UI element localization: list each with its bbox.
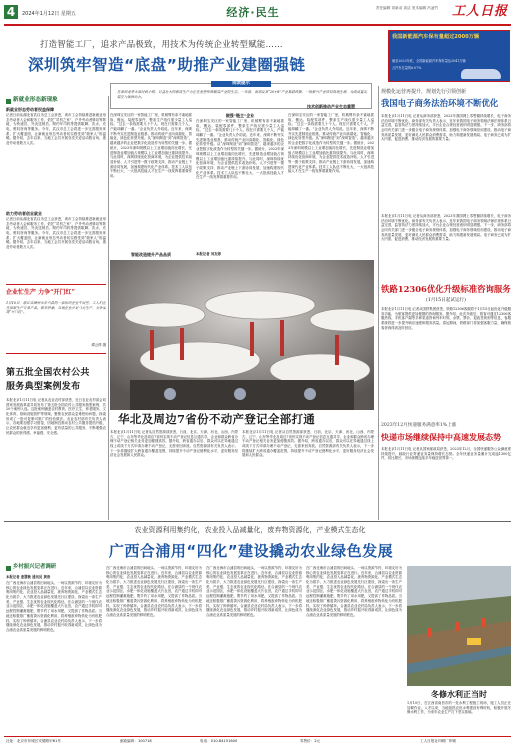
ev-ad-car-shape (461, 69, 501, 79)
lead-body-col-3: 在深圳宝安区的一家智能工厂里，机械臂有条不紊地抓取、搬运、装配零部件，整条生产线仅需少量工人巡检。“过去一条线需要几十个人，现在只需要几个人，产能却翻了一番。”企业负责人介绍说。近年来，深圳不断夯实先进制造业根基，推动传统产业向高端化、智能化、绿色化转型升级。从“深圳制造”到“深圳智造”，越来越多的企业把数字化改造作为转型的关键一步。据统计，2023年深圳规模以上工业增加值同比增长，先进制造业增加值占规模以上工业增加值比重持续提升。与此同时，深圳持续优化营商环境，为企业提供技术改造补贴、人才引进等一揽子政策支持，推动产业链上下游协同发展，加速构建现代化产业体系。技术工人队伍不断壮大，一大批高技能人才在生产一线发挥着重要作用。 (288, 113, 374, 174)
lead-subhead-1: 做强“链主”企业 (225, 113, 255, 118)
winter-headline: 冬修水利正当时 (431, 689, 487, 699)
lead-headline: 深圳筑牢智造“底盘”助推产业建圈强链 (28, 56, 306, 74)
guangxi-body-4: 在广西北海市合浦县的田间地头，一场以资源节约、环境友好为核心的农业绿色发展变革正在进行。近年来，合浦县以农业资源利用集约化、农业投入品减量化、废弃物资源化、产业模式生态化为抓手，大力推进农业绿色发展先行区建设，探索出一条生产美、产业强、生态优的农业现代化路径。在合浦县的一个现代农业示范园区，水肥一体化设施覆盖大片农田，农户通过手机即可远程控制灌溉施肥，既节约了用水用肥，又提高了作物品质。当地还积极推广畜禽粪污资源化利用，将养殖废弃物转化为有机肥料，实现了种养循环。合浦县农业农村局负责人表示，下一步将继续深化农业绿色发展，推动乡村振兴取得新成效，让绿色成为合浦农业高质量发展的鲜明底色。 (306, 566, 402, 617)
railway-subhead: (1月15日起试运行) (426, 298, 466, 303)
editor-credits: 责任编辑 刘新羽 高洁 美术编辑 冯凌竹 (376, 6, 439, 10)
factory-photo-art (110, 260, 374, 410)
rural-body: 本报北京1月11日电 记者从农业农村部获悉，近日农业农村部会同国家发展改革委共同发布了第五批全国农村公共服务典型案例，共20个案例入选。这批案例涵盖农村教育、医疗卫生、养老服务、文化体育、基础设施管护等领域，聚焦农民群众急难愁盼问题，探索形成了一批可复制可推广的经验做法。农业农村部有关负责人表示，各地要加强学习借鉴，因地制宜推动农村公共服务提档升级，让农民群众就近享有更加便利、更有质量的公共服务，不断增强农民群众的获得感、幸福感、安全感。 (6, 398, 106, 435)
rural-headline-2: 服务典型案例发布 (6, 382, 81, 392)
guangxi-byline: 本报记者 庞慧敏 通讯员 黄浩 (6, 575, 51, 579)
section-marker (6, 99, 11, 104)
rural-section-label: 乡村振兴记者调研 (13, 564, 57, 570)
footer-phone: 电话：010-84151600 (200, 739, 238, 743)
ev-ad-box (388, 30, 510, 82)
lead-body-col-2: 在深圳宝安区的一家智能工厂里，机械臂有条不紊地抓取、搬运、装配零部件，整条生产线仅需少量工人巡检。“过去一条线需要几十个人，现在只需要几个人，产能却翻了一番。”企业负责人介绍说。近年来，深圳不断夯实先进制造业根基，推动传统产业向高端化、智能化、绿色化转型升级。从“深圳制造”到“深圳智造”，越来越多的企业把数字化改造作为转型的关键一步。据统计，2023年深圳规模以上工业增加值同比增长，先进制造业增加值占规模以上工业增加值比重持续提升。与此同时，深圳持续优化营商环境，为企业提供技术改造补贴、人才引进等一揽子政策支持，推动产业链上下游协同发展，加速构建现代化产业体系。技术工人队伍不断壮大，一大批高技能人才在生产一线发挥着重要作用。 (196, 119, 284, 180)
ev-ad-title: 我国新能源汽车保有量超过2000万辆 (392, 34, 480, 40)
footer-postal: 邮政编码：100718 (120, 739, 152, 743)
lead-note-title: 阅读提示 (211, 81, 271, 87)
issue-date: 2024年1月12日 星期五 (22, 11, 76, 17)
quote-credit: 谭云俸 摄 (91, 343, 106, 347)
lead-note-body: 在深圳龙华大浪时尚小镇，日益壮大的新质生产力正在重塑传统服装产业的生态。一年前，深圳发布“20+8”产业集群政策，一批新兴产业项目落地生根，为高质量发展注入强劲动力。 (117, 90, 367, 99)
railway-headline: 铁路12306优化升级标准咨询服务 (381, 284, 511, 294)
winter-body: 1月10日，在江西省南昌市的一处水利工程施工现场，施工人员正在加紧作业。入冬以来，当地抢抓农田水利建设有利时机，积极开展冬修水利工作，为来年农业生产打下坚实基础。 (407, 701, 511, 715)
guangxi-body-2: 在广西北海市合浦县的田间地头，一场以资源节约、环境友好为核心的农业绿色发展变革正在进行。近年来，合浦县以农业资源利用集约化、农业投入品减量化、废弃物资源化、产业模式生态化为抓手，大力推进农业绿色发展先行区建设，探索出一条生产美、产业强、生态优的农业现代化路径。在合浦县的一个现代农业示范园区，水肥一体化设施覆盖大片农田，农户通过手机即可远程控制灌溉施肥，既节约了用水用肥，又提高了作物品质。当地还积极推广畜禽粪污资源化利用，将养殖废弃物转化为有机肥料，实现了种养循环。合浦县农业农村局负责人表示，下一步将继续深化农业绿色发展，推动乡村振兴取得新成效，让绿色成为合浦农业高质量发展的鲜明底色。 (106, 566, 202, 617)
bottom-rule (4, 521, 511, 522)
ev-ad-line-1: 截至2023年底，全国新能源汽车保有量达2041万辆 (392, 59, 466, 63)
page-number: 4 (6, 5, 16, 19)
left-col-title: 新就业形态劳动者权益保障 (6, 107, 54, 112)
footer-printer: 工人日报社印刷厂印刷 (420, 739, 456, 743)
lead-byline: 本报记者 刘友婷 (196, 252, 221, 256)
footer-price: 零售价：2元 (300, 739, 321, 743)
knitting-factory-photo (110, 260, 374, 410)
lead-kicker: 打造智能工厂，追求产品极致，用技术为传统企业转型赋能…… (40, 39, 283, 49)
footer-address: 社址：北京市东城区安德路甲61号 (6, 739, 61, 743)
express-kicker: 2023年12月快递服务满意率1%上涨 (381, 423, 457, 428)
lead-subhead-3: 技术创新推动产业生态重塑 (307, 104, 355, 109)
rural-headline-1: 第五批全国农村公共 (6, 368, 90, 378)
column-divider-2 (378, 86, 379, 520)
express-headline: 快递市场继续保持中高速发展态势 (381, 432, 501, 442)
header-rule (4, 24, 511, 26)
page-header (0, 0, 515, 24)
irrigation-photo (407, 566, 511, 686)
railway-body: 本报北京1月11日电 记者从国铁集团获悉，铁路12306客服将于1月15日起优化升级服务功能，为旅客提供更加便捷的咨询服务。据介绍，此次升级后，旅客可通过12306客服热线、手机客户端等多种渠道咨询列车时刻、余票、票价、退改签规则等信息，客服系统将进一步提升响应速度和服务质量。春运期间，铁路部门将加强客服力量，确保旅客咨询得到及时回应。 (381, 307, 511, 330)
guangxi-kicker: 农业资源利用集约化，农业投入品减量化，废弃物资源化，产业模式生态化 (134, 526, 366, 534)
footer-rule (4, 736, 511, 737)
left-col-subhead: 助力劳动者创业就业 (6, 211, 42, 216)
guangxi-body-3: 在广西北海市合浦县的田间地头，一场以资源节约、环境友好为核心的农业绿色发展变革正在进行。近年来，合浦县以农业资源利用集约化、农业投入品减量化、废弃物资源化、产业模式生态化为抓手，大力推进农业绿色发展先行区建设，探索出一条生产美、产业强、生态优的农业现代化路径。在合浦县的一个现代农业示范园区，水肥一体化设施覆盖大片农田，农户通过手机即可远程控制灌溉施肥，既节约了用水用肥，又提高了作物品质。当地还积极推广畜禽粪污资源化利用，将养殖废弃物转化为有机肥料，实现了种养循环。合浦县农业农村局负责人表示，下一步将继续深化农业绿色发展，推动乡村振兴取得新成效，让绿色成为合浦农业高质量发展的鲜明底色。 (206, 566, 302, 617)
ecommerce-headline: 我国电子商务法治环境不断优化 (381, 98, 499, 108)
ev-ad-line-2: 占汽车总量的6.07% (392, 66, 422, 70)
left-col-body-2: 记者日前从湖北省武汉市总工会获悉，该市工会持续推进新就业形态劳动者入会和服务工作，依托“司机之家”、户外劳动者驿站等阵地，为快递员、外卖送餐员、网约车司机等提供歇脚、饮水、充电、维权咨询等服务。今年，武汉市总工会将进一步完善服务体系，扩大覆盖面，让新就业形态劳动者切实感受到“娘家人”的温暖。据介绍，去年以来，当地工会共开展各类关爱活动数百场，惠及劳动者数万人次。 (6, 217, 106, 250)
left-col-body-1: 记者日前从湖北省武汉市总工会获悉，该市工会持续推进新就业形态劳动者入会和服务工作，依托“司机之家”、户外劳动者驿站等阵地，为快递员、外卖送餐员、网约车司机等提供歇脚、饮水、充电、维权咨询等服务。今年，武汉市总工会将进一步完善服务体系，扩大覆盖面，让新就业形态劳动者切实感受到“娘家人”的温暖。据介绍，去年以来，当地工会共开展各类关爱活动数百场，惠及劳动者数万人次。 (6, 113, 106, 146)
lead-body-col-1: 在深圳宝安区的一家智能工厂里，机械臂有条不紊地抓取、搬运、装配零部件，整条生产线仅需少量工人巡检。“过去一条线需要几十个人，现在只需要几个人，产能却翻了一番。”企业负责人介绍说。近年来，深圳不断夯实先进制造业根基，推动传统产业向高端化、智能化、绿色化转型升级。从“深圳制造”到“深圳智造”，越来越多的企业把数字化改造作为转型的关键一步。据统计，2023年深圳规模以上工业增加值同比增长，先进制造业增加值占规模以上工业增加值比重持续提升。与此同时，深圳持续优化营商环境，为企业提供技术改造补贴、人才引进等一揽子政策支持，推动产业链上下游协同发展，加速构建现代化产业体系。技术工人队伍不断壮大，一大批高技能人才在生产一线发挥着重要作用。 (110, 113, 192, 178)
ecommerce-kicker: 规模化运营再提升，规划先行引领创新 (381, 89, 467, 95)
quote-title: 企业忙生产 力争“开门红” (6, 289, 75, 296)
column-divider-1 (108, 96, 109, 520)
express-body: 本报北京1月11日电 记者从国家邮政局获悉，2023年12月，全国快递服务公众满意度持续提升，邮政行业寄递业务量保持增长态势。全年快递业务量累计完成逾1300亿件，同比增长，市场规模连续多年稳居世界第一。 (381, 447, 511, 461)
property-body-2: 本报北京1月11日电 记者从自然资源部获悉，日前，北京、天津、河北、山西、内蒙古、辽宁、山东等华北及周边7省份实现不动产登记信息互通共享，企业和群众跨省办理不动产登记相关业务更加便捷高效。据介绍，跨省通办以后，群众可以在异地通过线上或线下方式申请办理不动产登记，无需来回奔波。自然资源部有关负责人表示，下一步将继续扩大跨省通办覆盖范围，持续提升不动产登记便利化水平，更好服务经济社会发展和人民群众。 (242, 430, 374, 458)
irrigation-photo-art (407, 566, 511, 686)
guangxi-headline: 广西合浦用“四化”建设撬动农业绿色发展 (108, 542, 394, 560)
quote-body: 1月10日，浙江省湖州市长兴县的一家纺织企业车间里，工人们正在加紧生产订单产品。新年伊始，当地企业开足马力生产，力争实现“开门红”。 (6, 301, 106, 315)
factory-quote-box (6, 284, 106, 354)
property-headline: 华北及周边7省份不动产登记全部打通 (118, 412, 316, 426)
left-section-label: 新就业形态新现象 (13, 97, 58, 103)
ecommerce-body: 本报北京1月11日电 记者从商务部获悉，2023年我国网上零售额持续增长，电子商务法治环境不断优化。商务部有关负责人表示，近年来我国电子商务领域法律法规体系日益完善，监管执法力度持续加大，平台企业合规经营意识明显增强。下一步，商务部将会同有关部门进一步健全电子商务规则体系，加强电子商务领域信用建设，推动电子商务高质量发展，更好满足人民群众消费需求，助力构建新发展格局。电子商务已成为扩大内需、促进消费、推动经济发展的重要力量。 (381, 114, 511, 142)
rural-section-marker (6, 566, 11, 571)
property-body-1: 本报北京1月11日电 记者从自然资源部获悉，日前，北京、天津、河北、山西、内蒙古、辽宁、山东等华北及周边7省份实现不动产登记信息互通共享，企业和群众跨省办理不动产登记相关业务更加便捷高效。据介绍，跨省通办以后，群众可以在异地通过线上或线下方式申请办理不动产登记，无需来回奔波。自然资源部有关负责人表示，下一步将继续扩大跨省通办覆盖范围，持续提升不动产登记便利化水平，更好服务经济社会发展和人民群众。 (110, 430, 238, 458)
lead-subhead-2: 智能改造提升产品品质 (131, 252, 171, 257)
guangxi-body-1: 在广西北海市合浦县的田间地头，一场以资源节约、环境友好为核心的农业绿色发展变革正在进行。近年来，合浦县以农业资源利用集约化、农业投入品减量化、废弃物资源化、产业模式生态化为抓手，大力推进农业绿色发展先行区建设，探索出一条生产美、产业强、生态优的农业现代化路径。在合浦县的一个现代农业示范园区，水肥一体化设施覆盖大片农田，农户通过手机即可远程控制灌溉施肥，既节约了用水用肥，又提高了作物品质。当地还积极推广畜禽粪污资源化利用，将养殖废弃物转化为有机肥料，实现了种养循环。合浦县农业农村局负责人表示，下一步将继续深化农业绿色发展，推动乡村振兴取得新成效，让绿色成为合浦农业高质量发展的鲜明底色。 (6, 581, 102, 632)
newspaper-logo: 工人日报 (452, 4, 509, 19)
section-title: 经济·民生 (226, 6, 280, 19)
ecommerce-body-2: 本报北京1月11日电 记者从商务部获悉，2023年我国网上零售额持续增长，电子商务法治环境不断优化。商务部有关负责人表示，近年来我国电子商务领域法律法规体系日益完善，监管执法力度持续加大，平台企业合规经营意识明显增强。下一步，商务部将会同有关部门进一步健全电子商务规则体系，加强电子商务领域信用建设，推动电子商务高质量发展，更好满足人民群众消费需求，助力构建新发展格局。电子商务已成为扩大内需、促进消费、推动经济发展的重要力量。 (381, 214, 511, 242)
